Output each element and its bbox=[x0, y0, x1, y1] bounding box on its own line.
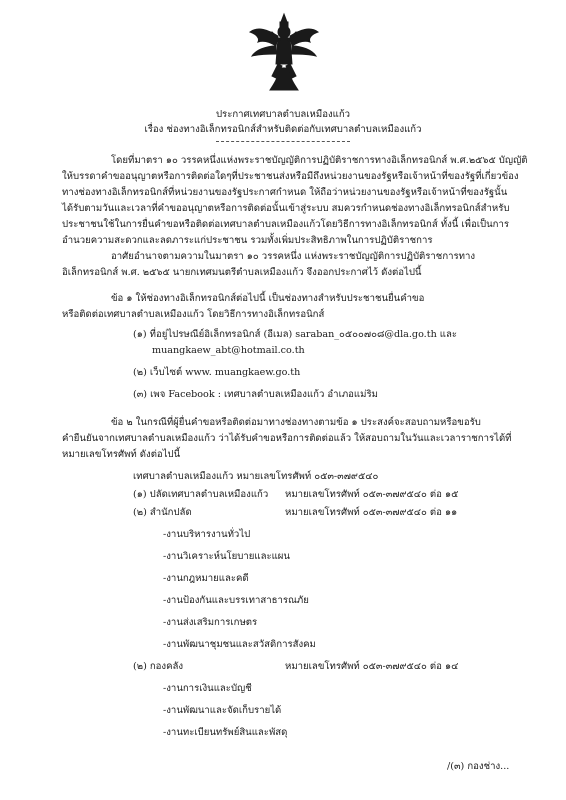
para1-line: อำนวยความสะดวกและลดภาระแก่ประชาชน รวมทั้งเพิ่มประสิทธิภาพในการปฏิบัติราชการ bbox=[62, 235, 433, 246]
channel-email: (๑) ที่อยู่ไปรษณีย์อิเล็กทรอนิกส์ (อีเมล) saraban_๐๕๐๐๗๐๘@dla.go.th และ bbox=[133, 329, 458, 340]
department-phone: หมายเลขโทรศัพท์ ๐๕๓-๓๗๙๕๔๐ ต่อ ๑๕ bbox=[285, 489, 459, 500]
channel-website: (๒) เว็บไซต์ www. muangkaew.go.th bbox=[133, 367, 301, 378]
announcement-subject: เรื่อง ช่องทางอิเล็กทรอนิกส์สำหรับติดต่อกับเทศบาลตำบลเหมืองแก้ว bbox=[144, 124, 422, 135]
para1-line: ทางช่องทางอิเล็กทรอนิกส์ที่หน่วยงานของรัฐประกาศกำหนด ให้ถือว่าหน่วยงานของรัฐหรือเจ้าหน้าที่ของรัฐนั้น bbox=[62, 187, 508, 198]
clause2-line: หมายเลขโทรศัพท์ ดังต่อไปนี้ bbox=[62, 449, 181, 460]
section-item: -งานป้องกันและบรรเทาสาธารณภัย bbox=[163, 595, 309, 606]
main-phone: เทศบาลตำบลเหมืองแก้ว หมายเลขโทรศัพท์ ๐๕๓-๓๗๙๕๔๐ bbox=[133, 471, 379, 482]
section-item: -งานวิเคราะห์นโยบายและแผน bbox=[163, 551, 290, 562]
section-item: -งานส่งเสริมการเกษตร bbox=[163, 617, 258, 628]
garuda-emblem-icon bbox=[248, 12, 320, 92]
clause2-line: คำยืนยันจากเทศบาลตำบลเหมืองแก้ว ว่าได้รับคำขอหรือการติดต่อแล้ว ให้สอบถามในวันและเวลาราชการได้ที่ bbox=[62, 433, 512, 444]
channel-email-2: muangkaew_abt@hotmail.co.th bbox=[152, 345, 305, 356]
department-phone: หมายเลขโทรศัพท์ ๐๕๓-๓๗๙๕๔๐ ต่อ ๑๔ bbox=[285, 661, 459, 672]
section-item: -งานพัฒนาและจัดเก็บรายได้ bbox=[163, 705, 282, 716]
para1-line: โดยที่มาตรา ๑๐ วรรคหนึ่งแห่งพระราชบัญญัติการปฏิบัติราชการทางอิเล็กทรอนิกส์ พ.ศ.๒๕๖๕ บัญญัติ bbox=[111, 155, 528, 166]
announcement-title: ประกาศเทศบาลตำบลเหมืองแก้ว bbox=[215, 109, 351, 120]
section-item: -งานทะเบียนทรัพย์สินและพัสดุ bbox=[163, 727, 288, 738]
department-name: (๒) สำนักปลัด bbox=[133, 507, 192, 518]
title-divider bbox=[216, 141, 350, 142]
section-item: -งานการเงินและบัญชี bbox=[163, 683, 252, 694]
para1-line: ได้รับตามวันและเวลาที่คำขออนุญาตหรือการติดต่อนั้นเข้าสู่ระบบ สมควรกำหนดช่องทางอิเล็กทรอนิกส์สำหรับ bbox=[62, 203, 510, 214]
channel-facebook: (๓) เพจ Facebook : เทศบาลตำบลเหมืองแก้ว อำเภอแม่ริม bbox=[133, 389, 378, 400]
department-phone: หมายเลขโทรศัพท์ ๐๕๓-๓๗๙๕๔๐ ต่อ ๑๑ bbox=[285, 507, 458, 518]
clause2-line: ข้อ ๒ ในกรณีที่ผู้ยื่นคำขอหรือติดต่อมาทางช่องทางตามข้อ ๑ ประสงค์จะสอบถามหรือขอรับ bbox=[111, 417, 481, 428]
department-name: (๑) ปลัดเทศบาลตำบลเหมืองแก้ว bbox=[133, 489, 269, 500]
para1-line: ให้บรรดาคำขออนุญาตหรือการติดต่อใดๆที่ประชาชนส่งหรือมีถึงหน่วยงานของรัฐหรือเจ้าหน้าที่ของรัฐที่เกี่ยวข้อง bbox=[62, 171, 519, 182]
department-name: (๒) กองคลัง bbox=[133, 661, 184, 672]
clause1-line: ข้อ ๑ ให้ช่องทางอิเล็กทรอนิกส์ต่อไปนี้ เป็นช่องทางสำหรับประชาชนยื่นคำขอ bbox=[111, 293, 425, 304]
section-item: -งานบริหารงานทั่วไป bbox=[163, 529, 251, 540]
section-item: -งานกฎหมายและคดี bbox=[163, 573, 249, 584]
para2-line: อาศัยอำนาจตามความในมาตรา ๑๐ วรรคหนึ่ง แห่งพระราชบัญญัติการปฏิบัติราชการทาง bbox=[111, 251, 476, 262]
para1-line: ประชาชนใช้ในการยื่นคำขอหรือติดต่อเทศบาลตำบลเหมืองแก้วโดยวิธีการทางอิเล็กทรอนิกส์ ทั้งนี้ เพื่อเป็นการ bbox=[62, 219, 510, 230]
para2-line: อิเล็กทรอนิกส์ พ.ศ. ๒๕๖๕ นายกเทศมนตรีตำบลเหมืองแก้ว จึงออกประกาศไว้ ดังต่อไปนี้ bbox=[62, 267, 422, 278]
continuation-note: /(๓) กองช่าง... bbox=[447, 761, 510, 772]
section-item: -งานพัฒนาชุมชนและสวัสดิการสังคม bbox=[163, 639, 316, 650]
clause1-line: หรือติดต่อเทศบาลตำบลเหมืองแก้ว โดยวิธีการทางอิเล็กทรอนิกส์ bbox=[62, 309, 325, 320]
